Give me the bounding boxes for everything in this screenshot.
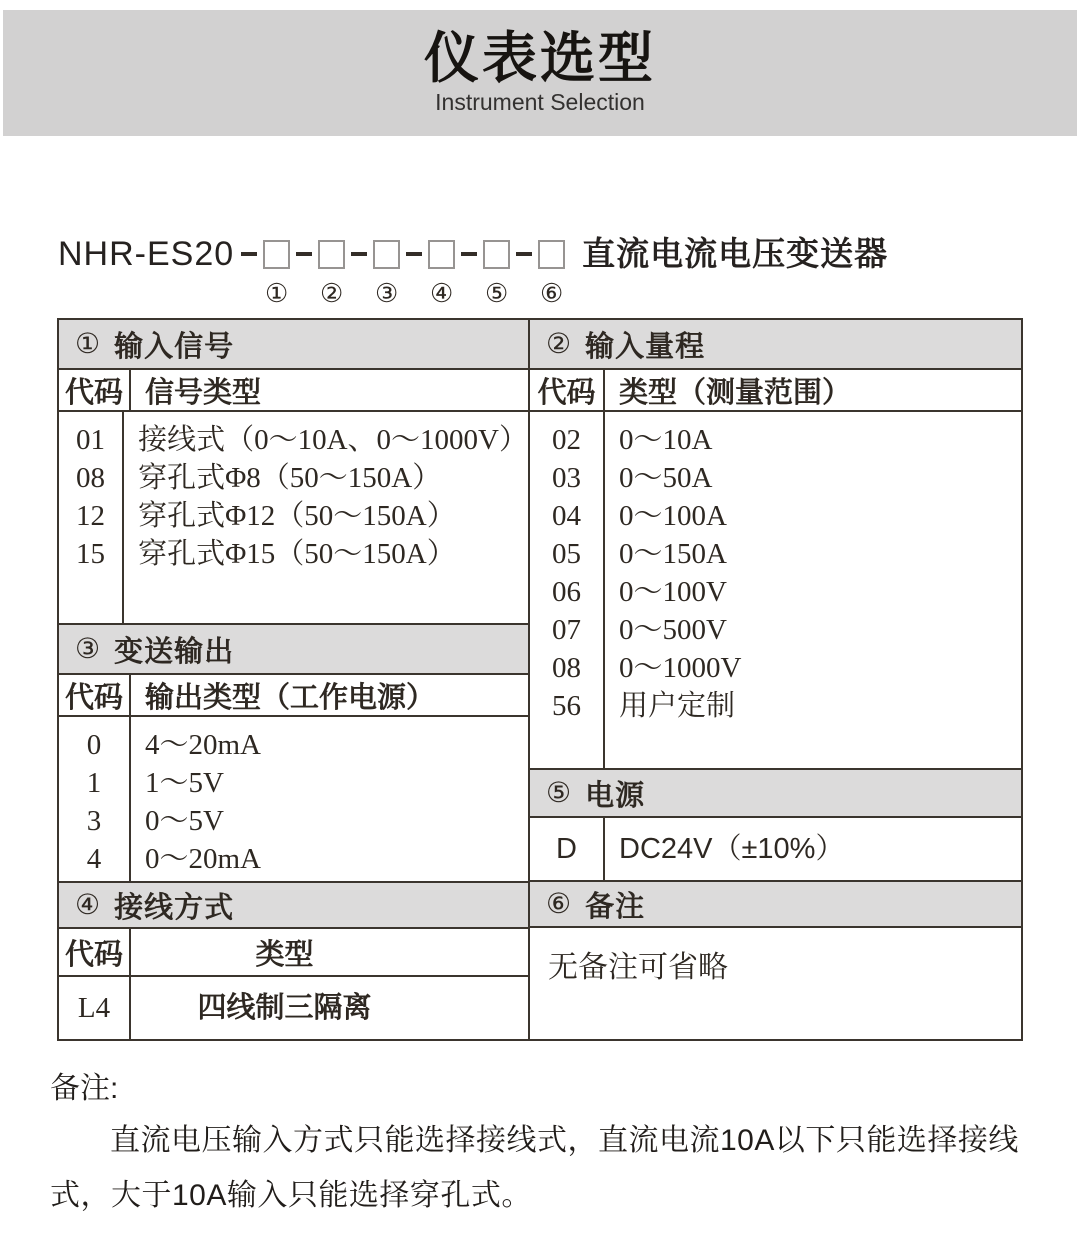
- code-value: 04: [552, 500, 581, 532]
- type-value: 4～20mA: [145, 729, 262, 761]
- code-value: 12: [76, 500, 106, 532]
- code-column: [59, 717, 131, 881]
- type-column: [605, 412, 1021, 768]
- position-number: ③: [375, 279, 399, 308]
- table-right-half: [530, 320, 1021, 1039]
- code-header-cell: 代码: [59, 675, 131, 715]
- code-value: D: [556, 833, 577, 865]
- section-header-input-signal: [59, 320, 528, 370]
- model-option-box: [483, 240, 510, 269]
- type-value: 0～100A: [619, 500, 727, 532]
- model-option-box: [263, 240, 290, 269]
- code-value: L4: [77, 992, 111, 1024]
- code-value: 08: [76, 462, 106, 494]
- page-title: 仪表选型: [423, 26, 656, 89]
- model-slots: [236, 234, 566, 310]
- section-number: ⑤: [546, 778, 572, 809]
- code-value: 56: [552, 690, 581, 722]
- section-title: 电源: [585, 779, 646, 812]
- section-title: 输入信号: [114, 330, 235, 363]
- code-value: 0: [86, 729, 102, 761]
- code-value: 08: [552, 652, 581, 684]
- section6-data: [530, 928, 1021, 1039]
- dash-separator: [516, 252, 532, 256]
- section3-data: [59, 717, 528, 883]
- section-title: 变送输出: [114, 635, 235, 668]
- column-header-row: [59, 370, 528, 412]
- code-value: 1: [86, 767, 102, 799]
- type-header-cell: 类型: [255, 938, 314, 971]
- type-value: 穿孔式Φ12（50～150A）: [138, 500, 456, 532]
- type-value: 0～500V: [619, 614, 727, 646]
- position-number: ②: [320, 279, 344, 308]
- type-value: 0～10A: [619, 424, 713, 456]
- dash-separator: [241, 252, 257, 256]
- position-number: ④: [430, 279, 454, 308]
- column-header-row: [59, 675, 528, 717]
- section-number: ⑥: [546, 889, 572, 920]
- type-header-cell: 类型（测量范围）: [619, 376, 852, 409]
- section-header-output: [59, 625, 528, 675]
- dash-separator: [406, 252, 422, 256]
- model-slot: [291, 234, 346, 274]
- section-header-input-range: [530, 320, 1021, 370]
- code-column: [59, 977, 131, 1039]
- selection-table: [57, 318, 1023, 1041]
- model-prefix: NHR-ES20: [58, 235, 235, 273]
- section-title: 备注: [585, 890, 646, 923]
- section2-data: [530, 412, 1021, 770]
- model-slot: [236, 234, 291, 274]
- code-header-cell: 代码: [59, 370, 131, 410]
- model-slot: [456, 234, 511, 274]
- section-title: 接线方式: [114, 891, 235, 924]
- type-value: 0～150A: [619, 538, 727, 570]
- position-number: ⑥: [540, 279, 564, 308]
- column-header-row: [59, 929, 528, 977]
- footnote-text: 直流电压输入方式只能选择接线式，直流电流10A以下只能选择接线式，大于10A输入只能选择穿孔式。: [50, 1124, 1019, 1212]
- section5-data: [530, 818, 1021, 882]
- remark-content: 无备注可省略: [548, 951, 728, 984]
- type-header-cell: 输出类型（工作电源）: [145, 681, 436, 714]
- section-number: ①: [75, 329, 101, 360]
- type-value: 0～20mA: [145, 843, 262, 875]
- code-value: 06: [552, 576, 581, 608]
- column-header-row: [530, 370, 1021, 412]
- type-value: 穿孔式Φ8（50～150A）: [138, 462, 442, 494]
- model-slot: [346, 234, 401, 274]
- dash-separator: [461, 252, 477, 256]
- model-option-box: [318, 240, 345, 269]
- type-value: 0～100V: [619, 576, 727, 608]
- section1-data: [59, 412, 528, 625]
- type-value: 0～5V: [145, 805, 224, 837]
- model-code-line: [58, 234, 1080, 310]
- footnote: [50, 1067, 1022, 1223]
- type-column: [605, 818, 1021, 880]
- section-header-power: [530, 770, 1021, 818]
- model-boxes-row: [236, 234, 566, 274]
- type-value: 0～50A: [619, 462, 713, 494]
- type-header-cell: 信号类型: [145, 376, 262, 409]
- type-value: 接线式（0～10A、0～1000V）: [138, 424, 528, 456]
- section-header-wiring: [59, 883, 528, 929]
- section-title: 输入量程: [585, 330, 706, 363]
- code-value: 01: [76, 424, 106, 456]
- code-value: 15: [76, 538, 106, 570]
- section-number: ③: [75, 634, 101, 665]
- type-column: [124, 412, 528, 623]
- position-numbers-row: [236, 278, 566, 310]
- footnote-label: 备注:: [50, 1072, 119, 1105]
- type-value: 0～1000V: [619, 652, 742, 684]
- code-header-cell: 代码: [59, 929, 131, 975]
- section-number: ②: [546, 329, 572, 360]
- section4-data: [59, 977, 528, 1039]
- code-column: [59, 412, 124, 623]
- model-option-box: [428, 240, 455, 269]
- dash-separator: [351, 252, 367, 256]
- type-column: [131, 717, 528, 881]
- code-value: 07: [552, 614, 581, 646]
- code-column: [530, 818, 605, 880]
- code-value: 02: [552, 424, 581, 456]
- code-value: 3: [86, 805, 102, 837]
- title-banner: [3, 10, 1077, 136]
- type-value: 四线制三隔离: [197, 992, 372, 1024]
- type-value: DC24V（±10%）: [619, 833, 845, 865]
- code-value: 03: [552, 462, 581, 494]
- position-number: ⑤: [485, 279, 509, 308]
- dash-separator: [296, 252, 312, 256]
- model-option-box: [373, 240, 400, 269]
- type-value: 穿孔式Φ15（50～150A）: [138, 538, 456, 570]
- model-slot: [511, 234, 566, 274]
- code-value: 4: [86, 843, 102, 875]
- type-column: [131, 977, 528, 1039]
- model-slot: [401, 234, 456, 274]
- page-subtitle: Instrument Selection: [435, 89, 645, 116]
- code-header-cell: 代码: [530, 370, 605, 410]
- model-option-box: [538, 240, 565, 269]
- model-suffix: 直流电流电压变送器: [582, 237, 889, 273]
- type-value: 1～5V: [145, 767, 224, 799]
- code-column: [530, 412, 605, 768]
- position-number: ①: [265, 279, 289, 308]
- section-header-remark: [530, 882, 1021, 928]
- table-left-half: [59, 320, 530, 1039]
- code-value: 05: [552, 538, 581, 570]
- section-number: ④: [75, 890, 101, 921]
- type-value: 用户定制: [619, 690, 736, 722]
